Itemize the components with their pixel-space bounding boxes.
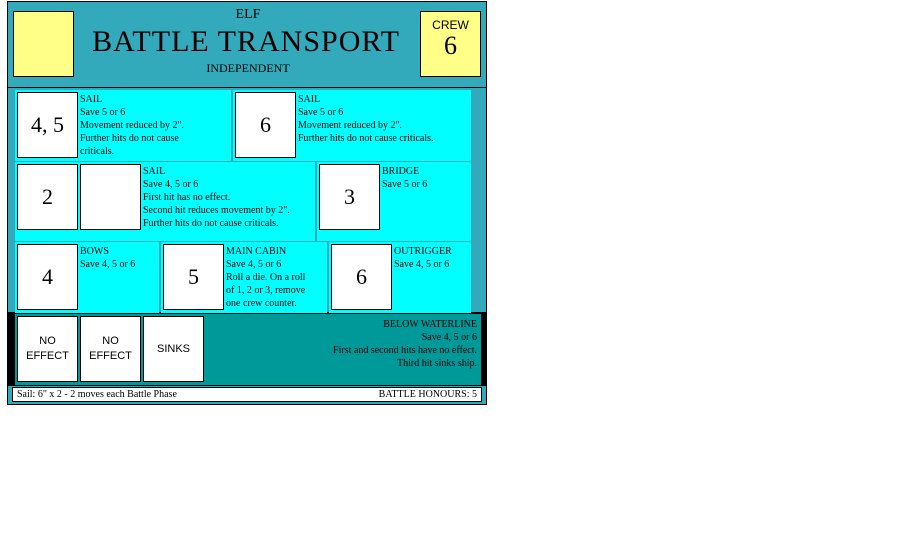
location-line: Movement reduced by 2". (80, 120, 185, 131)
roll-box: 2 (17, 164, 78, 230)
roll-box: 3 (319, 164, 380, 230)
location-name: BRIDGE (382, 166, 420, 177)
location-sail-3 (15, 162, 315, 241)
location-line: Movement reduced by 2". (298, 120, 403, 131)
location-line: Save 4, 5 or 6 (143, 179, 199, 190)
roll-box: 5 (163, 244, 224, 310)
location-sail-2 (233, 90, 471, 161)
ship-image-box (13, 11, 74, 77)
waterline-line: First and second hits have no effect. (333, 345, 477, 356)
roll-box: 4 (17, 244, 78, 310)
location-main-cabin (161, 242, 327, 313)
ship-title: BATTLE TRANSPORT (92, 25, 400, 58)
location-line: Further hits do not cause (80, 133, 179, 144)
location-line: First hit has no effect. (143, 192, 231, 203)
roll-box: 6 (235, 92, 296, 158)
waterline-line: Third hit sinks ship. (396, 358, 477, 369)
location-name: SAIL (143, 166, 166, 177)
location-line: Save 5 or 6 (298, 107, 344, 118)
location-name: SAIL (80, 94, 103, 105)
roll-box: 6 (331, 244, 392, 310)
location-bows (15, 242, 159, 313)
location-name: MAIN CABIN (226, 246, 287, 257)
waterline-box-2: NO EFFECT (80, 316, 141, 382)
battle-honours: BATTLE HONOURS: 5 (378, 389, 477, 400)
location-name: OUTRIGGER (394, 246, 452, 257)
location-name: SAIL (298, 94, 321, 105)
crew-value: 6 (444, 31, 457, 60)
location-line: criticals. (80, 146, 115, 157)
waterline-box-3: SINKS (143, 316, 204, 382)
crew-label: CREW (432, 18, 469, 32)
location-line: Second hit reduces movement by 2". (143, 205, 290, 216)
location-line: one crew counter. (226, 298, 297, 309)
card-header (8, 2, 486, 87)
location-line: Save 5 or 6 (80, 107, 126, 118)
location-line: Further hits do not cause criticals. (298, 133, 434, 144)
footer-strip (12, 387, 482, 402)
location-line: of 1, 2 or 3, remove (226, 285, 306, 296)
location-bridge (317, 162, 471, 241)
crew-box (420, 11, 481, 77)
waterline-box-1: NO EFFECT (17, 316, 78, 382)
location-line: Save 4, 5 or 6 (80, 259, 136, 270)
ship-subtitle: INDEPENDENT (206, 61, 290, 75)
location-line: Further hits do not cause criticals. (143, 218, 279, 229)
race-label: ELF (235, 7, 261, 22)
waterline-name: BELOW WATERLINE (383, 319, 477, 330)
location-name: BOWS (80, 246, 109, 257)
location-line: Roll a die. On a roll (226, 272, 306, 283)
location-sail-1 (15, 90, 231, 161)
ship-card (7, 1, 487, 405)
movement-text: Sail: 6" x 2 - 2 moves each Battle Phase (17, 389, 177, 400)
location-line: Save 4, 5 or 6 (226, 259, 282, 270)
location-line: Save 4, 5 or 6 (394, 259, 450, 270)
below-waterline (15, 314, 481, 385)
blank-box (80, 164, 141, 230)
waterline-line: Save 4, 5 or 6 (421, 332, 477, 343)
roll-box: 4, 5 (17, 92, 78, 158)
location-outrigger (329, 242, 471, 313)
location-line: Save 5 or 6 (382, 179, 428, 190)
